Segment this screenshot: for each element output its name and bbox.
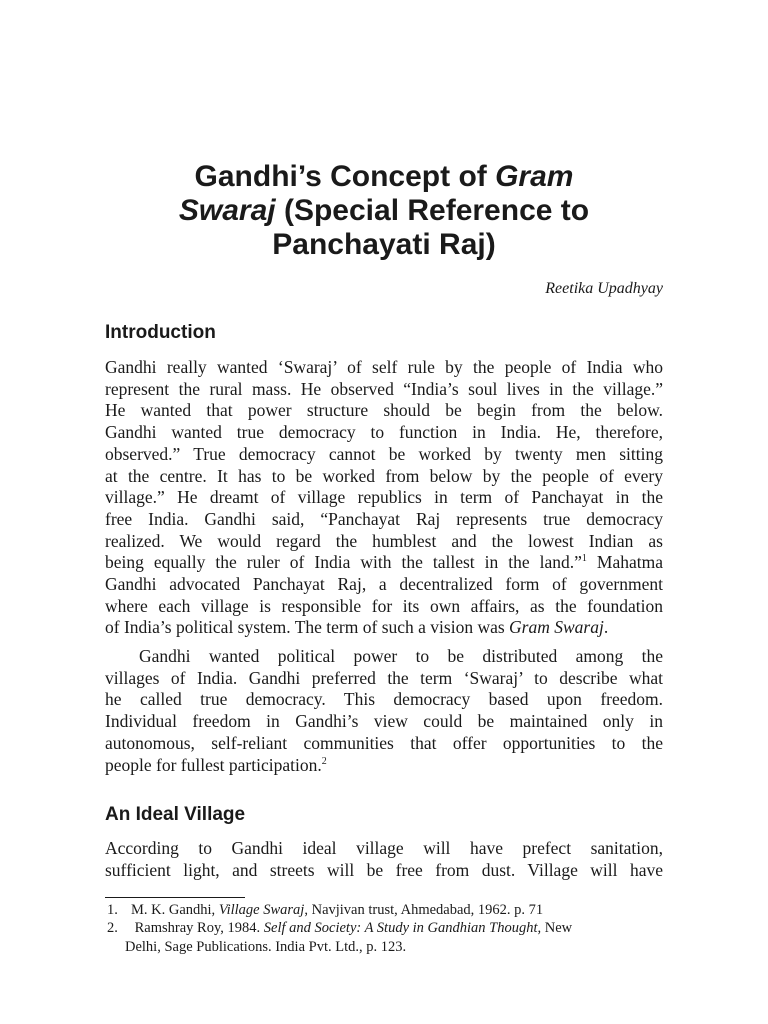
text-line: sufficient light, and streets will be free from dust. Village will have	[105, 859, 663, 880]
text-line: observed.” True democracy cannot be worked by twenty men sitting	[105, 443, 663, 464]
text-run: being equally the ruler of India with the tallest in the land.”	[105, 552, 582, 573]
title-line-1	[105, 160, 663, 194]
footnote-text: New	[541, 920, 573, 936]
text-line: Gandhi wanted true democracy to function in India. He, therefore,	[105, 422, 663, 443]
footnote-number: 1.	[107, 902, 118, 918]
section-heading-ideal-village: An Ideal Village	[105, 804, 246, 825]
author-name: Reetika Upadhyay	[545, 280, 663, 297]
title-text: (Special Reference to	[275, 194, 590, 227]
text-line: represent the rural mass. He observed “India’s soul lives in the village.”	[105, 378, 663, 399]
ideal-village-paragraph	[105, 838, 663, 881]
text-line: autonomous, self-reliant communities that offer opportunities to the	[105, 732, 663, 753]
text-line: village.” He dreamt of village republics in term of Panchayat in the	[105, 487, 663, 508]
title-line-3: Panchayati Raj)	[272, 228, 496, 261]
italic-term: Gram Swaraj	[509, 617, 604, 638]
text-run: of India’s political system. The term of such a vision was	[105, 617, 510, 638]
footnote-continuation: Delhi, Sage Publications. India Pvt. Ltd., p. 123.	[125, 939, 407, 955]
footnote-ref-1[interactable]: 1	[581, 553, 587, 565]
text-line: Gandhi really wanted ‘Swaraj’ of self rule by the people of India who	[105, 357, 663, 377]
text-run: Mahatma	[586, 552, 663, 573]
text-line: where each village is responsible for its own affairs, as the foundation	[105, 595, 663, 616]
text-line	[105, 552, 663, 574]
text-line: villages of India. Gandhi preferred the term ‘Swaraj’ to describe what	[105, 667, 663, 688]
article-title	[105, 160, 663, 262]
title-line-2	[105, 194, 663, 228]
text-line: Individual freedom in Gandhi’s view could be maintained only in	[105, 711, 663, 732]
text-line: at the centre. It has to be worked from below by the people of every	[105, 465, 663, 486]
footnote-1	[105, 901, 663, 920]
section-heading-introduction: Introduction	[105, 322, 216, 343]
footnote-2	[105, 919, 663, 957]
text-line: Gandhi wanted political power to be distributed among the	[139, 646, 663, 666]
title-italic-text: Gram	[495, 160, 574, 193]
footnote-title: Village Swaraj	[218, 902, 305, 918]
text-run: .	[603, 617, 609, 638]
footnote-divider	[105, 897, 245, 898]
introduction-paragraph-1	[105, 357, 663, 639]
footnote-text: M. K. Gandhi,	[131, 902, 219, 918]
text-line	[105, 617, 663, 639]
text-line: According to Gandhi ideal village will have prefect sanitation,	[105, 838, 663, 858]
text-line: he called true democracy. This democracy based upon freedom.	[105, 689, 663, 710]
text-run: people for fullest participation.	[105, 754, 322, 775]
introduction-paragraph-2	[105, 646, 663, 776]
text-line: Gandhi advocated Panchayat Raj, a decentralized form of government	[105, 574, 663, 595]
title-italic-text: Swaraj	[178, 194, 276, 227]
text-line: free India. Gandhi said, “Panchayat Raj represents true democracy	[105, 508, 663, 529]
footnote-title: Self and Society: A Study in Gandhian Thought,	[263, 920, 542, 936]
text-line: He wanted that power structure should be begin from the below.	[105, 400, 663, 421]
footnote-number: 2.	[107, 920, 118, 936]
title-text: Gandhi’s Concept of	[194, 160, 496, 193]
footnote-ref-2[interactable]: 2	[321, 755, 327, 767]
footnote-text: , Navjivan trust, Ahmedabad, 1962. p. 71	[304, 902, 544, 918]
footnote-text: Ramshray Roy, 1984.	[131, 920, 264, 936]
text-line: realized. We would regard the humblest and the lowest Indian as	[105, 530, 663, 551]
text-line	[105, 755, 663, 777]
